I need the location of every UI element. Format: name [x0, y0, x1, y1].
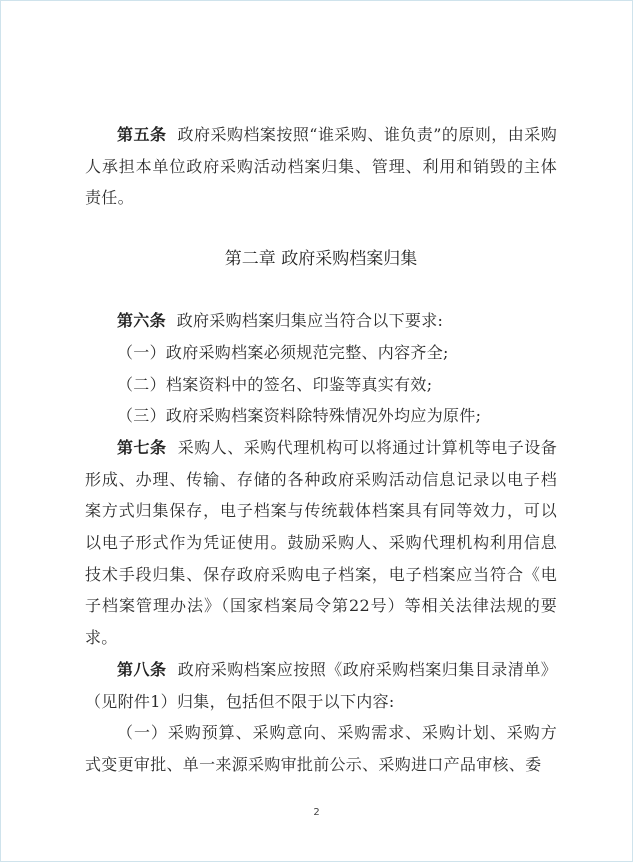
article-8-text: 政府采购档案应按照《政府采购档案归集目录清单》（见附件1）归集，包括但不限于以下内容: — [85, 659, 558, 711]
article-6-item-1: （一）政府采购档案必须规范完整、内容齐全; — [117, 342, 449, 362]
article-5 — [85, 119, 557, 214]
article-6-item-3: （三）政府采购档案资料除特殊情况外均应为原件; — [117, 406, 482, 426]
article-8-item-1: （一）采购预算、采购意向、采购需求、采购计划、采购方式变更审批、单一来源采购审批前公示、采购进口产品审核、委 — [85, 723, 557, 774]
article-8-label: 第八条 — [117, 659, 167, 679]
article-6-text: 政府采购档案归集应当符合以下要求: — [176, 311, 444, 331]
page-content — [85, 119, 557, 781]
article-7 — [85, 432, 557, 654]
article-7-label: 第七条 — [117, 437, 167, 457]
article-6-label: 第六条 — [117, 311, 166, 331]
article-5-label: 第五条 — [117, 125, 167, 144]
chapter-2-title: 第二章 政府采购档案归集 — [224, 249, 418, 270]
article-5-text: 政府采购档案按照“谁采购、谁负责”的原则，由采购人承担本单位政府采购活动档案归集、管理、利用和销毁的主体责任。 — [85, 125, 558, 208]
spacer — [85, 275, 557, 305]
article-8 — [85, 654, 557, 717]
article-7-text: 采购人、采购代理机构可以将通过计算机等电子设备形成、办理、传输、存储的各种政府采购活动信息记录以电子档案方式归集保存，电子档案与传统载体档案具有同等效力，可以以电子形式作为凭证使用。鼓励采购人、采购代理机构利用信息技术手段归集、保存政府采购电子档案，电子档案应当符合《电子档案管理办法》（国家档案局令第22号）等相关法律法规的要求。 — [85, 437, 558, 648]
article-6-item-2: （二）档案资料中的签名、印鉴等真实有效; — [117, 374, 433, 394]
page-number: 2 — [313, 807, 320, 818]
spacer — [85, 214, 557, 244]
article-6 — [85, 305, 557, 337]
